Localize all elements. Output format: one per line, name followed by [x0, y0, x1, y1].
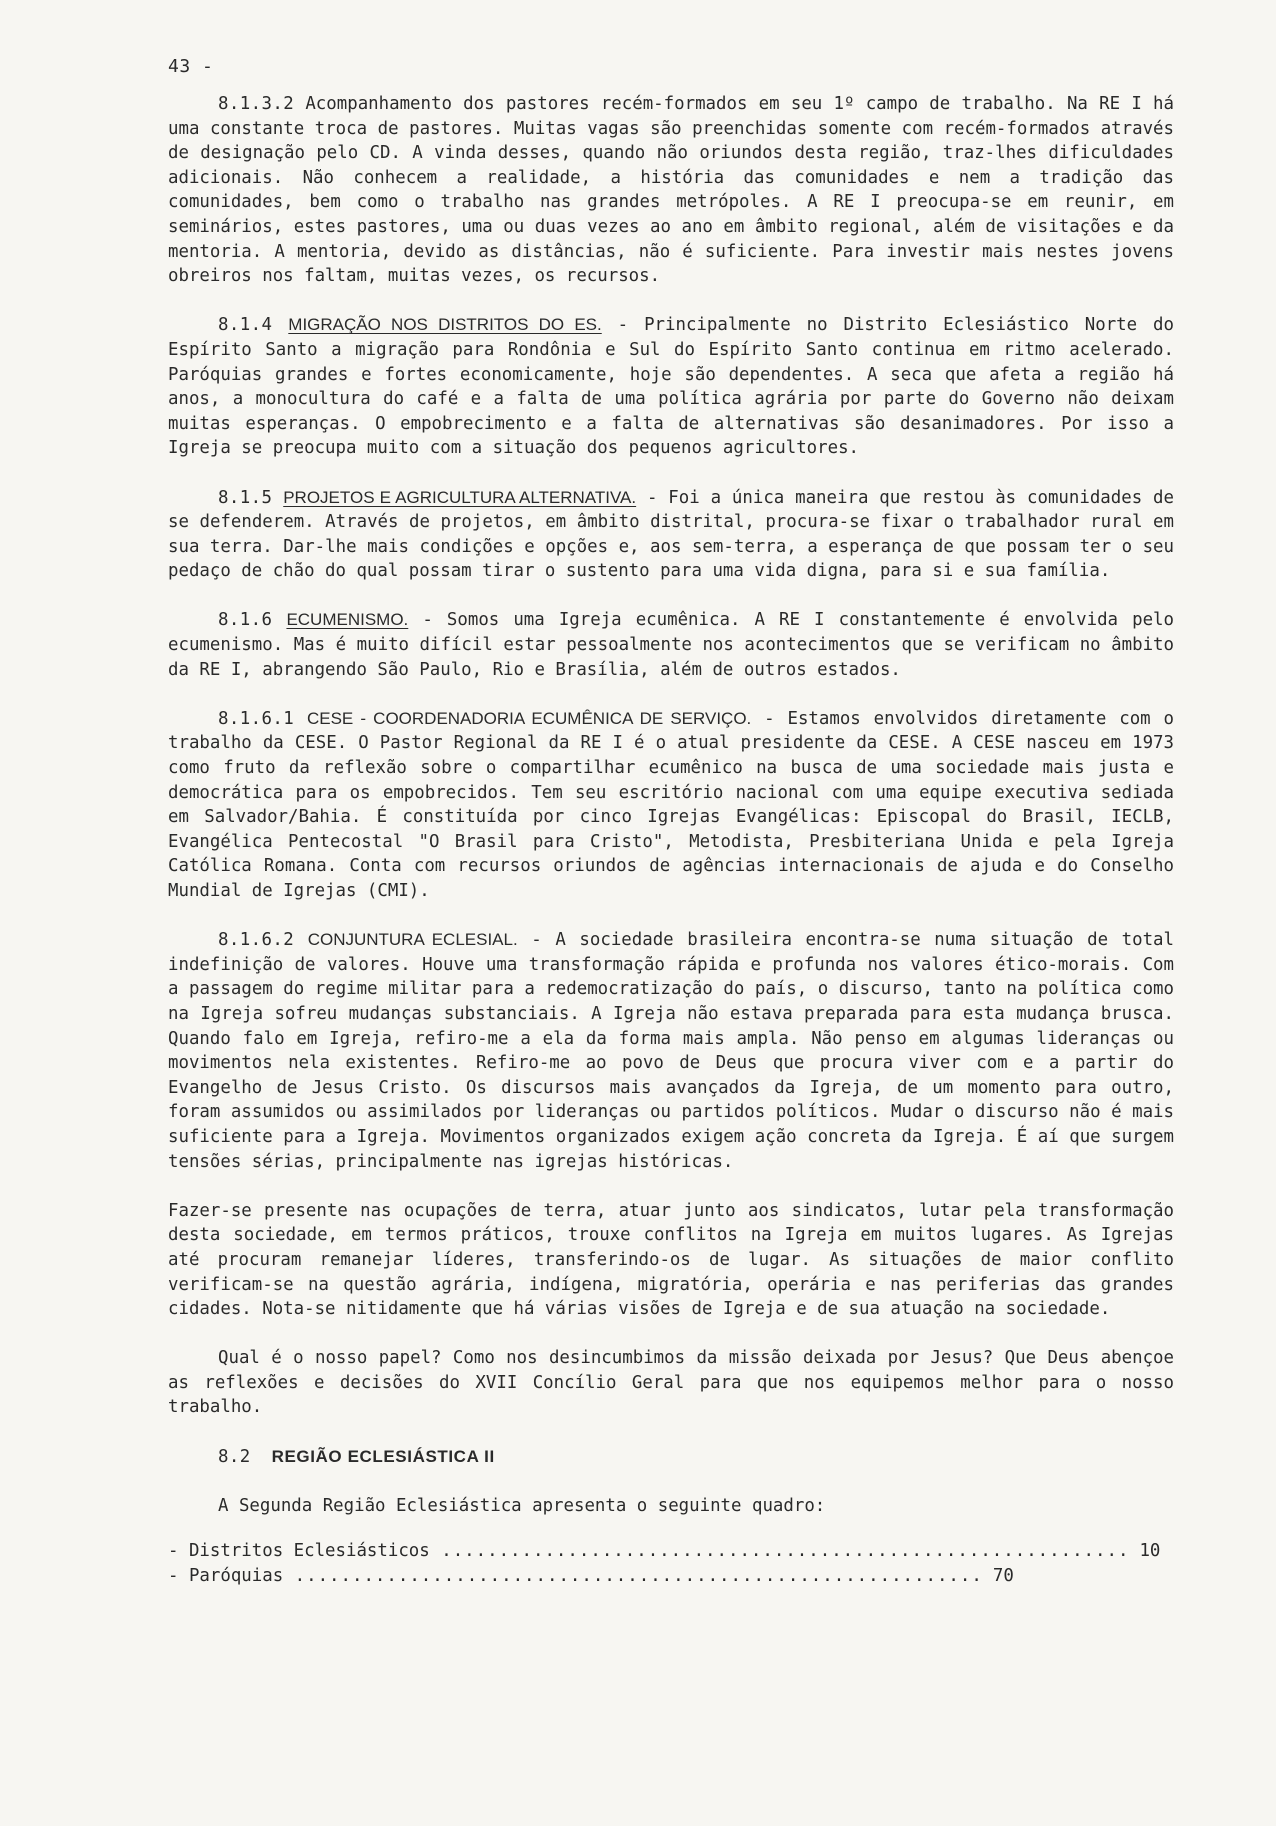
paragraph-text: - Estamos envolvidos diretamente com o trabalho da CESE. O Pastor Regional da RE I é o atual presidente da CESE. A CESE nasceu em 1973 como fruto da reflexão sobre o compartilhar ecumênico na busca de uma sociedade mais justa e democrática para os empobrecidos. Tem seu escritório nacional com uma equipe executiva sediada em Salvador/Bahia. É constituída por cinco Igrejas Evangélicas: Episcopal do Brasil, IECLB, Evangélica Pentecostal "O Brasil para Cristo", Metodista, Presbiteriana Unida e pela Igreja Católica Romana. Conta com recursos oriundos de agências internacionais de ajuda e do Conselho Mundial de Igrejas (CMI). — [168, 708, 1174, 901]
section-number: 8.1.3.2 — [218, 94, 295, 114]
table-row — [168, 1539, 1161, 1564]
section-8-2-intro: A Segunda Região Eclesiástica apresenta o seguinte quadro: — [218, 1495, 826, 1516]
paragraph-text: - A sociedade brasileira encontra-se numa situação de total indefinição de valores. Houve uma transformação rápida e profunda nos valores ético-morais. Com a passagem do regime militar para a redemocratização do país, o discurso, tanto na política como na Igreja sofreu mudanças substanciais. A Igreja não estava preparada para esta mudança brusca. Quando falo em Igreja, refiro-me a ela da forma mais ampla. Não penso em algumas lideranças ou movimentos nela existentes. Refiro-me ao povo de Deus que procura viver com e a partir do Evangelho de Jesus Cristo. Os discursos mais avançados da Igreja, de um momento para outro, foram assumidos ou assimilados por lideranças ou partidos políticos. Mudar o discurso não é mais suficiente para a Igreja. Movimentos organizados exigem ação concreta da Igreja. É aí que surgem tensões sérias, principalmente nas igrejas históricas. — [168, 930, 1174, 1172]
section-heading: ECUMENISMO. — [286, 610, 409, 630]
section-8-2-heading — [168, 1445, 1174, 1470]
paragraph-8-1-5 — [168, 486, 1174, 584]
dot-leader: ............................................................ — [283, 1565, 983, 1586]
paragraph-8-1-4 — [168, 313, 1174, 461]
page-number: 43 - — [168, 56, 214, 77]
row-label: - Distritos Eclesiásticos — [168, 1541, 430, 1562]
paragraph-ocupacoes: Fazer-se presente nas ocupações de terra, atuar junto aos sindicatos, lutar pela transformação desta sociedade, em termos práticos, trouxe conflitos na Igreja em muitos lugares. As Igrejas até procuram remanejar líderes, transferindo-os de lugar. As situações de maior conflito verificam-se na questão agrária, indígena, migratória, operária e nas periferias das grandes cidades. Nota-se nitidamente que há várias visões de Igreja e de sua atuação na sociedade. — [168, 1200, 1174, 1320]
paragraph-8-1-6 — [168, 608, 1174, 682]
section-number: 8.1.6 — [218, 610, 273, 631]
paragraph-text: - Principalmente no Distrito Eclesiástico Norte do Espírito Santo a migração para Rondônia e Sul do Espírito Santo continua em ritmo acelerado. Paróquias grandes e fortes economicamente, hoje são dependentes. A seca que afeta a região há anos, a monocultura do café e a falta de uma política agrária por parte do Governo não deixam muitas esperanças. O empobrecimento e a falta de alternativas são desanimadores. Por isso a Igreja se preocupa muito com a situação dos pequenos agricultores. — [168, 315, 1174, 459]
row-value: 10 — [1139, 1541, 1161, 1562]
section-number: 8.1.6.1 — [218, 708, 295, 729]
paragraph-text: - Somos uma Igreja ecumênica. A RE I constantemente é envolvida pelo ecumenismo. Mas é muito difícil estar pessoalmente nos acontecimentos que se verificam no âmbito da RE I, abrangendo São Paulo, Rio e Brasília, além de outros estados. — [168, 610, 1174, 680]
table-row — [168, 1564, 1014, 1589]
document-body — [168, 92, 1174, 1588]
section-heading: PROJETOS E AGRICULTURA ALTERNATIVA. — [283, 487, 637, 507]
paragraph-text: - Foi a única maneira que restou às comunidades de se defenderem. Através de projetos, em âmbito distrital, procura-se fixar o trabalhador rural em sua terra. Dar-lhe mais condições e opções e, aos sem-terra, a esperança de que possam ter o seu pedaço de chão do qual possam tirar o sustento para uma vida digna, para si e sua família. — [168, 487, 1174, 582]
section-number: 8.1.4 — [218, 315, 273, 336]
paragraph-8-1-6-1 — [168, 707, 1174, 904]
section-number: 8.1.6.2 — [218, 930, 295, 951]
paragraph-8-1-6-2 — [168, 928, 1174, 1174]
section-number: 8.2 — [218, 1446, 251, 1467]
section-heading: CONJUNTURA ECLESIAL. — [307, 930, 518, 950]
row-value: 70 — [992, 1565, 1014, 1586]
section-number: 8.1.5 — [218, 487, 273, 508]
paragraph-closing: Qual é o nosso papel? Como nos desincumbimos da missão deixada por Jesus? Que Deus abençoe as reflexões e decisões do XVII Concílio Geral para que nos equipemos melhor para o nosso trabalho. — [168, 1348, 1174, 1418]
section-heading: CESE - COORDENADORIA ECUMÊNICA DE SERVIÇO. — [306, 708, 752, 728]
section-title: REGIÃO ECLESIÁSTICA II — [271, 1446, 495, 1466]
paragraph-text: Acompanhamento dos pastores recém-formados em seu 1º campo de trabalho. Na RE I há uma constante troca de pastores. Muitas vagas são preenchidas somente com recém-formados através de designação pelo CD. A vinda desses, quando não oriundos desta região, traz-lhes dificuldades adicionais. Não conhecem a realidade, a história das comunidades e nem a tradição das comunidades, bem como o trabalho nas grandes metrópoles. A RE I preocupa-se em reunir, em seminários, estes pastores, uma ou duas vezes ao ano em âmbito regional, além de visitações e da mentoria. A mentoria, devido as distâncias, não é suficiente. Para investir mais nestes jovens obreiros nos faltam, muitas vezes, os recursos. — [168, 94, 1174, 287]
dot-leader: ............................................................ — [429, 1541, 1130, 1562]
section-heading: MIGRAÇÃO NOS DISTRITOS DO ES. — [288, 315, 602, 335]
summary-table — [168, 1539, 1174, 1588]
row-label: - Paróquias — [168, 1565, 284, 1586]
paragraph-8-1-3-2 — [168, 92, 1174, 289]
